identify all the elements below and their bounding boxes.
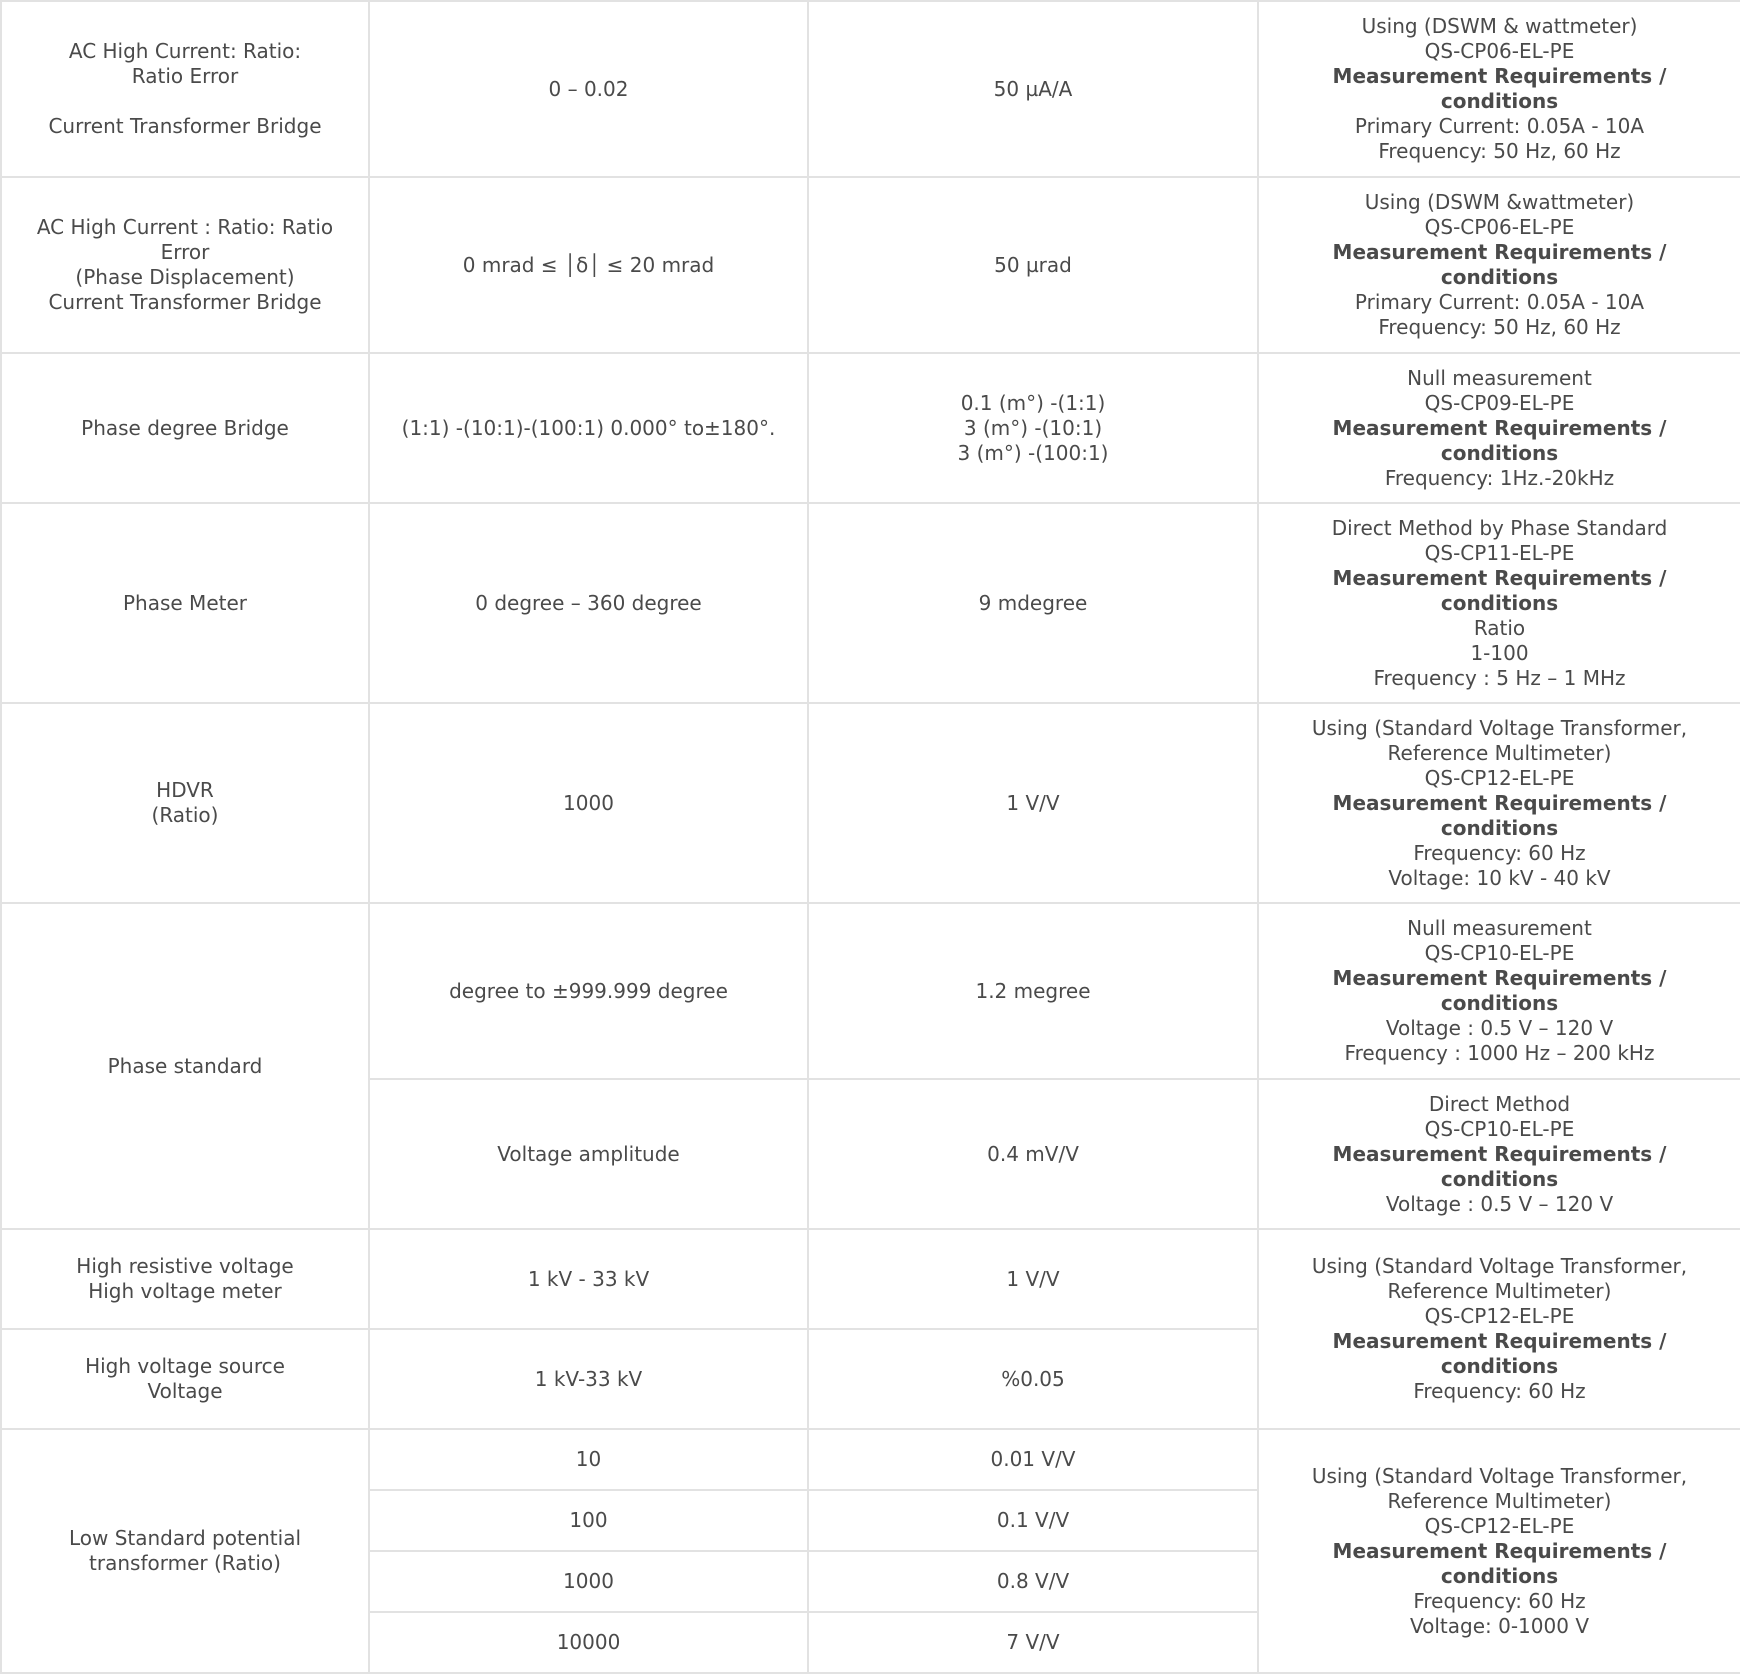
- range-cell: 1 kV-33 kV: [369, 1329, 808, 1429]
- range-cell: 1000: [369, 703, 808, 903]
- item-cell: Phase degree Bridge: [1, 353, 369, 503]
- cmc-cell: 50 µA/A: [808, 1, 1258, 177]
- table-row: [1, 1229, 1740, 1329]
- method-cell: Using (Standard Voltage Transformer, Reference Multimeter) QS-CP12-EL-PE Measurement Requirements / conditions Frequency: 60 Hz: [1258, 1229, 1740, 1429]
- range-cell: (1:1) -(10:1)-(100:1) 0.000° to±180°.: [369, 353, 808, 503]
- item-cell: HDVR (Ratio): [1, 703, 369, 903]
- cmc-cell: 1 V/V: [808, 1229, 1258, 1329]
- cmc-cell: 0.1 (m°) -(1:1) 3 (m°) -(10:1) 3 (m°) -(100:1): [808, 353, 1258, 503]
- method-cell: Using (Standard Voltage Transformer, Reference Multimeter) QS-CP12-EL-PE Measurement Requirements / conditions Frequency: 60 Hz Voltage: 10 kV - 40 kV: [1258, 703, 1740, 903]
- range-cell: 0 degree – 360 degree: [369, 503, 808, 703]
- range-cell: 100: [369, 1490, 808, 1551]
- table-row: [1, 177, 1740, 353]
- table-row: [1, 353, 1740, 503]
- range-cell: 1 kV - 33 kV: [369, 1229, 808, 1329]
- table-row: [1, 1, 1740, 177]
- cmc-cell: 9 mdegree: [808, 503, 1258, 703]
- method-cell: Direct Method by Phase Standard QS-CP11-EL-PE Measurement Requirements / conditions Ratio 1-100 Frequency : 5 Hz – 1 MHz: [1258, 503, 1740, 703]
- cmc-cell: %0.05: [808, 1329, 1258, 1429]
- range-cell: 10000: [369, 1612, 808, 1673]
- range-cell: Voltage amplitude: [369, 1079, 808, 1229]
- item-cell: AC High Current: Ratio: Ratio Error Current Transformer Bridge: [1, 1, 369, 177]
- cmc-cell: 1 V/V: [808, 703, 1258, 903]
- item-cell: High voltage source Voltage: [1, 1329, 369, 1429]
- item-cell: High resistive voltage High voltage meter: [1, 1229, 369, 1329]
- method-cell: Using (DSWM & wattmeter) QS-CP06-EL-PE Measurement Requirements / conditions Primary Current: 0.05A - 10A Frequency: 50 Hz, 60 Hz: [1258, 1, 1740, 177]
- cmc-cell: 1.2 megree: [808, 903, 1258, 1079]
- cmc-cell: 50 µrad: [808, 177, 1258, 353]
- cmc-cell: 0.1 V/V: [808, 1490, 1258, 1551]
- cmc-cell: 0.01 V/V: [808, 1429, 1258, 1490]
- table-row: [1, 703, 1740, 903]
- item-cell: Low Standard potential transformer (Ratio): [1, 1429, 369, 1673]
- method-cell: Direct Method QS-CP10-EL-PE Measurement Requirements / conditions Voltage : 0.5 V – 120 V: [1258, 1079, 1740, 1229]
- range-cell: 1000: [369, 1551, 808, 1612]
- cmc-cell: 0.4 mV/V: [808, 1079, 1258, 1229]
- range-cell: 0 – 0.02: [369, 1, 808, 177]
- cmc-cell: 0.8 V/V: [808, 1551, 1258, 1612]
- method-cell: Using (Standard Voltage Transformer, Reference Multimeter) QS-CP12-EL-PE Measurement Requirements / conditions Frequency: 60 Hz Voltage: 0-1000 V: [1258, 1429, 1740, 1673]
- table-row: [1, 503, 1740, 703]
- range-cell: degree to ±999.999 degree: [369, 903, 808, 1079]
- cmc-cell: 7 V/V: [808, 1612, 1258, 1673]
- item-cell: AC High Current : Ratio: Ratio Error (Phase Displacement) Current Transformer Bridge: [1, 177, 369, 353]
- table-row: [1, 1429, 1740, 1490]
- item-cell: Phase Meter: [1, 503, 369, 703]
- table-row: [1, 903, 1740, 1079]
- range-cell: 10: [369, 1429, 808, 1490]
- method-cell: Using (DSWM &wattmeter) QS-CP06-EL-PE Measurement Requirements / conditions Primary Current: 0.05A - 10A Frequency: 50 Hz, 60 Hz: [1258, 177, 1740, 353]
- item-cell: Phase standard: [1, 903, 369, 1229]
- method-cell: Null measurement QS-CP09-EL-PE Measurement Requirements / conditions Frequency: 1Hz.-20kHz: [1258, 353, 1740, 503]
- range-cell: 0 mrad ≤ │δ│ ≤ 20 mrad: [369, 177, 808, 353]
- method-cell: Null measurement QS-CP10-EL-PE Measurement Requirements / conditions Voltage : 0.5 V – 120 V Frequency : 1000 Hz – 200 kHz: [1258, 903, 1740, 1079]
